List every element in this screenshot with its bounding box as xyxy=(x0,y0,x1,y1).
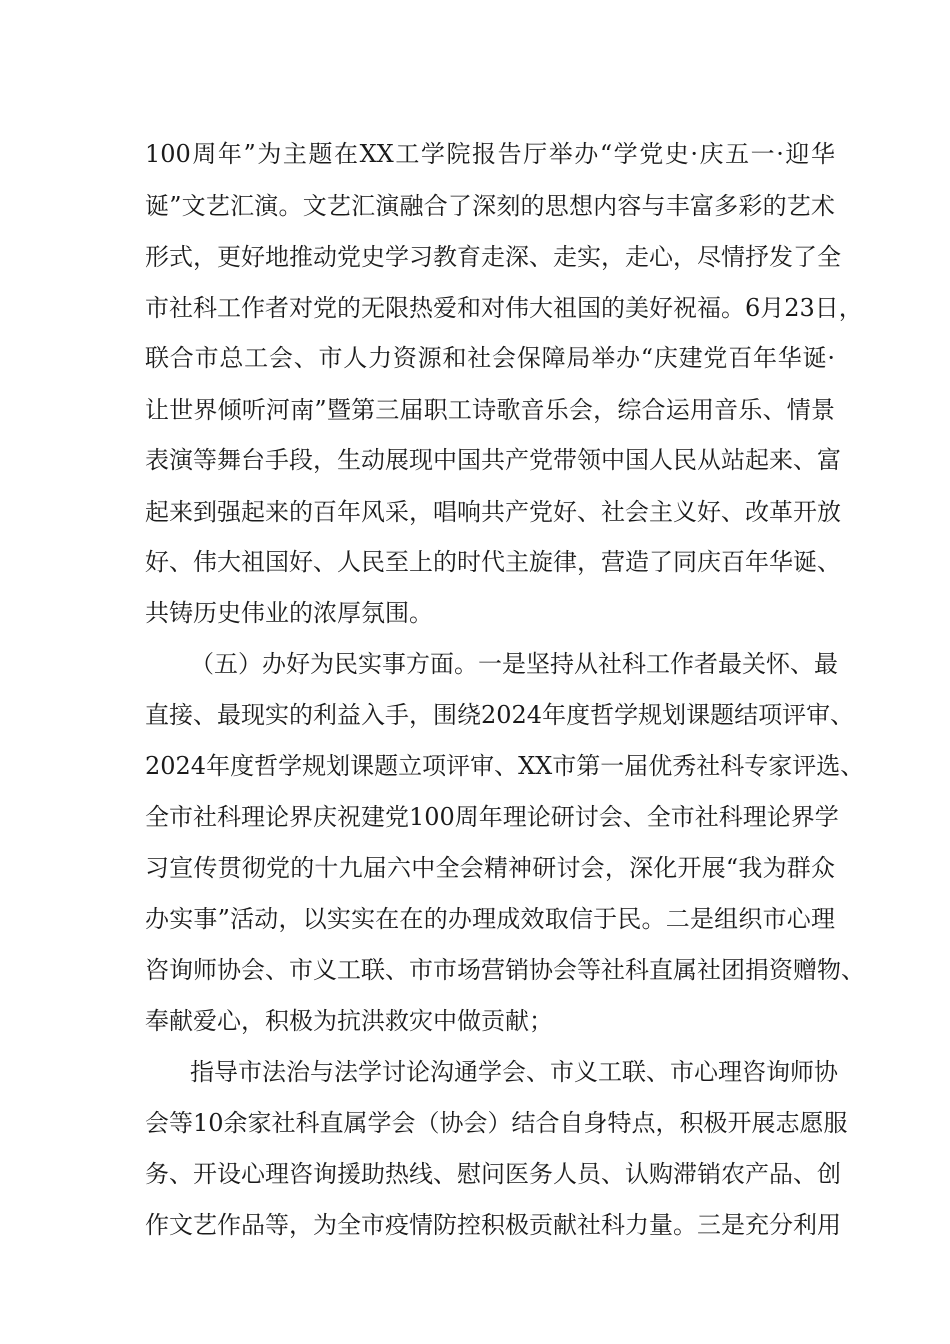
text-line: 好、伟大祖国好、人民至上的时代主旋律，营造了同庆百年华诞、 xyxy=(145,548,841,576)
text-line: 诞”文艺汇演。文艺汇演融合了深刻的思想内容与丰富多彩的艺术 xyxy=(145,192,835,220)
text-line: 2024年度哲学规划课题立项评审、XX市第一届优秀社科专家评选、 xyxy=(145,752,865,780)
text-line: 共铸历史伟业的浓厚氛围。 xyxy=(145,599,433,627)
text-line: 习宣传贯彻党的十九届六中全会精神研讨会，深化开展“我为群众 xyxy=(145,854,835,882)
text-line: 指导市法治与法学讨论沟通学会、市义工联、市心理咨询师协 xyxy=(190,1058,838,1086)
text-line: 咨询师协会、市义工联、市市场营销协会等社科直属社团捐资赠物、 xyxy=(145,956,865,984)
text-line: 表演等舞台手段，生动展现中国共产党带领中国人民从站起来、富 xyxy=(145,446,841,474)
text-line: 市社科工作者对党的无限热爱和对伟大祖国的美好祝福。6月23日， xyxy=(145,294,863,322)
text-line: 起来到强起来的百年风采，唱响共产党好、社会主义好、改革开放 xyxy=(145,498,841,526)
text-line: 会等10余家社科直属学会（协会）结合自身特点，积极开展志愿服 xyxy=(145,1109,848,1137)
text-line: 奉献爱心，积极为抗洪救灾中做贡献； xyxy=(145,1007,553,1035)
text-line: 100周年”为主题在XX工学院报告厅举办“学党史·庆五一·迎华 xyxy=(145,140,835,168)
text-line: 作文艺作品等，为全市疫情防控积极贡献社科力量。三是充分利用 xyxy=(145,1211,841,1239)
text-line: 让世界倾听河南”暨第三届职工诗歌音乐会，综合运用音乐、情景 xyxy=(145,396,835,424)
text-line: 办实事”活动，以实实在在的办理成效取信于民。二是组织市心理 xyxy=(145,905,835,933)
text-line: （五）办好为民实事方面。一是坚持从社科工作者最关怀、最 xyxy=(190,650,838,678)
text-line: 联合市总工会、市人力资源和社会保障局举办“庆建党百年华诞· xyxy=(145,344,835,372)
text-line: 形式，更好地推动党史学习教育走深、走实，走心，尽情抒发了全 xyxy=(145,243,841,271)
text-line: 全市社科理论界庆祝建党100周年理论研讨会、全市社科理论界学 xyxy=(145,803,839,831)
text-line: 直接、最现实的利益入手，围绕2024年度哲学规划课题结项评审、 xyxy=(145,701,855,729)
text-line: 务、开设心理咨询援助热线、慰问医务人员、认购滞销农产品、创 xyxy=(145,1160,841,1188)
